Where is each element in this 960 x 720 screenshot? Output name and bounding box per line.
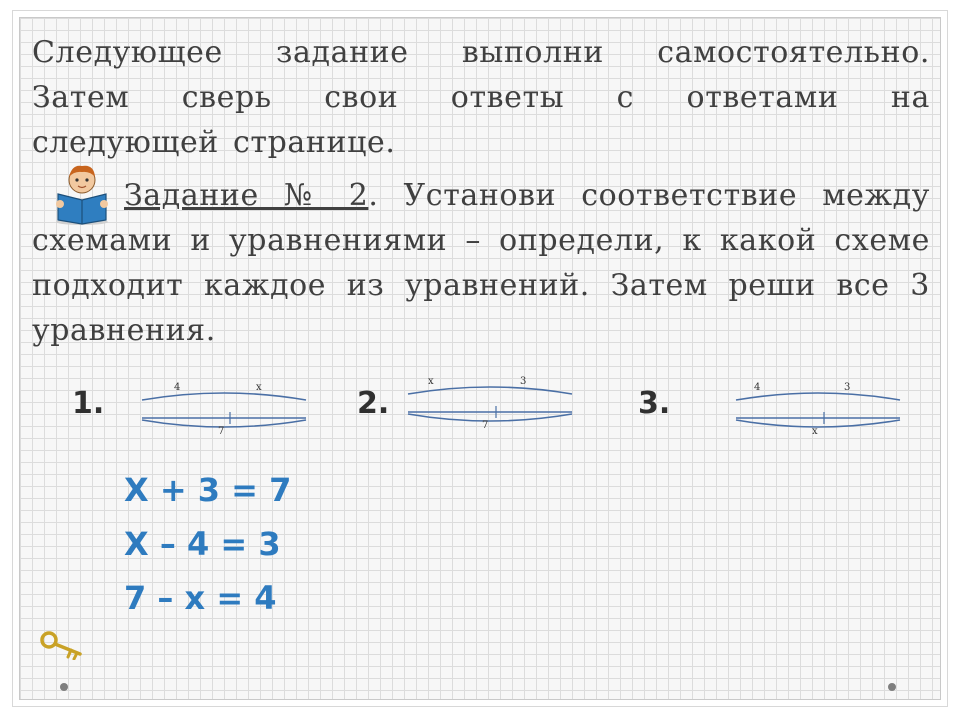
- scheme-diagram-1: [138, 380, 310, 434]
- task-label: Задание № 2: [124, 178, 369, 213]
- scheme-3-right: 3: [844, 382, 851, 393]
- key-icon[interactable]: [40, 630, 84, 660]
- corner-dot-right: [888, 683, 896, 691]
- scheme-1-bottom: 7: [218, 426, 225, 434]
- scheme-3-bottom: x: [812, 426, 818, 434]
- task-line-4: уравнения.: [32, 313, 216, 348]
- task-line-3: подходит каждое из уравнений. Затем реши все 3: [32, 268, 930, 303]
- slide: [19, 17, 941, 700]
- equation-3: 7 – x = 4: [124, 579, 277, 617]
- intro-line-1: Следующее задание выполни самостоятельно.: [32, 35, 930, 70]
- task-line-1: [32, 173, 930, 218]
- scheme-number-2: 2.: [357, 386, 390, 421]
- scheme-diagram-3: [732, 380, 904, 434]
- scheme-number-3: 3.: [638, 386, 671, 421]
- scheme-2-left: x: [428, 376, 434, 387]
- scheme-diagram-2: [404, 374, 576, 428]
- scheme-2-bottom: 7: [482, 420, 489, 428]
- task-line-2: схемами и уравнениями – определи, к какой схеме: [32, 223, 930, 258]
- task-line-1-text: . Установи соответствие между: [368, 178, 931, 213]
- scheme-1-left: 4: [174, 382, 181, 393]
- scheme-1-right: x: [256, 382, 262, 393]
- scheme-3-left: 4: [754, 382, 761, 393]
- intro-line-2: Затем сверь свои ответы с ответами на: [32, 80, 930, 115]
- scheme-number-1: 1.: [72, 386, 105, 421]
- intro-line-3: следующей странице.: [32, 125, 396, 160]
- scheme-2-right: 3: [520, 376, 527, 387]
- equation-2: X – 4 = 3: [124, 525, 281, 563]
- corner-dot-left: [60, 683, 68, 691]
- equation-1: X + 3 = 7: [124, 471, 292, 509]
